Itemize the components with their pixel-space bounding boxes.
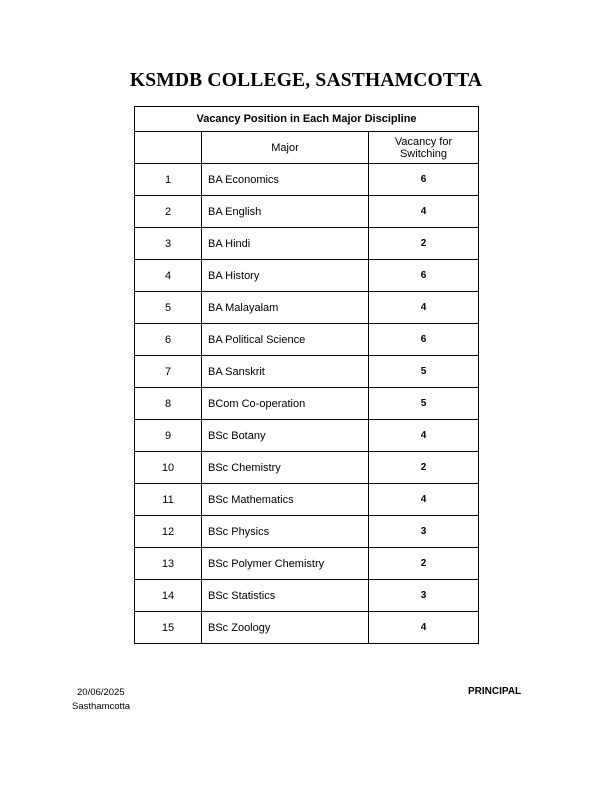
row-number: 7 xyxy=(135,356,202,388)
row-major: BA English xyxy=(202,196,369,228)
row-major: BA Economics xyxy=(202,164,369,196)
table-row xyxy=(135,260,479,292)
row-number: 13 xyxy=(135,548,202,580)
table-row xyxy=(135,516,479,548)
row-major: BSc Botany xyxy=(202,420,369,452)
footer-date: 20/06/2025 xyxy=(77,687,125,698)
footer-signatory: PRINCIPAL xyxy=(468,686,522,697)
header-vacancy xyxy=(369,132,479,164)
row-number: 2 xyxy=(135,196,202,228)
table-row xyxy=(135,580,479,612)
row-vacancy: 5 xyxy=(369,388,479,420)
row-vacancy: 4 xyxy=(369,484,479,516)
header-number xyxy=(135,132,202,164)
row-number: 3 xyxy=(135,228,202,260)
table-row xyxy=(135,164,479,196)
row-major: BA Sanskrit xyxy=(202,356,369,388)
row-vacancy: 6 xyxy=(369,164,479,196)
row-number: 14 xyxy=(135,580,202,612)
table-caption-row xyxy=(135,107,479,132)
row-vacancy: 3 xyxy=(369,516,479,548)
header-vacancy-line1: Vacancy for xyxy=(394,135,453,148)
row-vacancy: 4 xyxy=(369,612,479,644)
row-number: 11 xyxy=(135,484,202,516)
row-major: BA Hindi xyxy=(202,228,369,260)
row-number: 6 xyxy=(135,324,202,356)
row-number: 12 xyxy=(135,516,202,548)
row-vacancy: 5 xyxy=(369,356,479,388)
table-row xyxy=(135,452,479,484)
row-number: 10 xyxy=(135,452,202,484)
header-major: Major xyxy=(202,132,369,164)
row-number: 8 xyxy=(135,388,202,420)
table-header-row xyxy=(135,132,479,164)
row-vacancy: 2 xyxy=(369,452,479,484)
row-vacancy: 4 xyxy=(369,196,479,228)
row-number: 15 xyxy=(135,612,202,644)
table-row xyxy=(135,388,479,420)
row-major: BA Malayalam xyxy=(202,292,369,324)
row-number: 1 xyxy=(135,164,202,196)
table-row xyxy=(135,356,479,388)
row-number: 9 xyxy=(135,420,202,452)
table-row xyxy=(135,484,479,516)
row-major: BSc Statistics xyxy=(202,580,369,612)
table-row xyxy=(135,612,479,644)
table-row xyxy=(135,548,479,580)
header-vacancy-line2: Switching xyxy=(399,147,448,160)
row-vacancy: 2 xyxy=(369,228,479,260)
row-major: BSc Physics xyxy=(202,516,369,548)
table-row xyxy=(135,420,479,452)
college-title: KSMDB COLLEGE, SASTHAMCOTTA xyxy=(129,70,483,91)
row-vacancy: 3 xyxy=(369,580,479,612)
table-row xyxy=(135,196,479,228)
row-vacancy: 6 xyxy=(369,260,479,292)
table-row xyxy=(135,324,479,356)
row-vacancy: 6 xyxy=(369,324,479,356)
row-major: BSc Mathematics xyxy=(202,484,369,516)
row-major: BCom Co-operation xyxy=(202,388,369,420)
footer-place: Sasthamcotta xyxy=(72,701,131,712)
table-row xyxy=(135,292,479,324)
row-major: BSc Chemistry xyxy=(202,452,369,484)
row-number: 4 xyxy=(135,260,202,292)
table-row xyxy=(135,228,479,260)
row-vacancy: 4 xyxy=(369,420,479,452)
row-vacancy: 2 xyxy=(369,548,479,580)
table-caption: Vacancy Position in Each Major Discipline xyxy=(135,107,479,132)
vacancy-table xyxy=(134,106,479,644)
row-major: BSc Polymer Chemistry xyxy=(202,548,369,580)
row-major: BSc Zoology xyxy=(202,612,369,644)
row-vacancy: 4 xyxy=(369,292,479,324)
row-number: 5 xyxy=(135,292,202,324)
row-major: BA Political Science xyxy=(202,324,369,356)
row-major: BA History xyxy=(202,260,369,292)
